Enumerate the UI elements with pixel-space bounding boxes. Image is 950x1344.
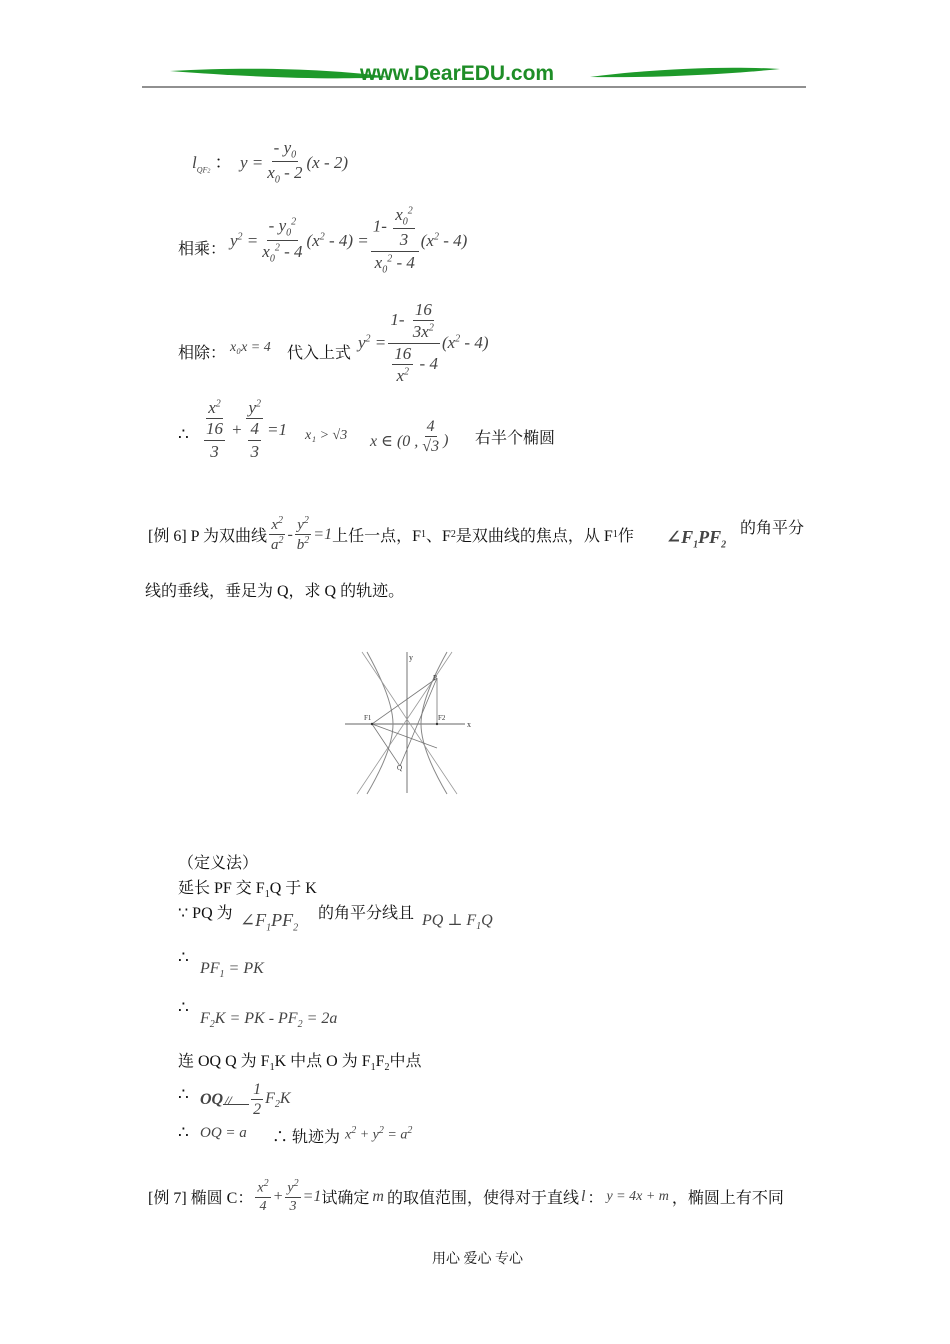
footer-text: 用心 爱心 专心 (432, 1252, 523, 1267)
locus-label: ∴ 轨迹为 (272, 1129, 341, 1146)
therefore-5: ∴ (178, 1123, 189, 1142)
connect-line: 连 OQ Q 为 $F_1K$ 中点 O 为 $F_1F_2$中点 (178, 1053, 422, 1074)
axis-y-label: y (409, 653, 413, 662)
example6-end: 的角平分 (740, 520, 805, 537)
formula-ellipse: $\frac{x^2}{\frac{16}{3}}$ + $\frac{y^2}{\frac{4}{3}}$ =1 (206, 398, 287, 461)
formula-multiply: $y^2$ = $\frac{- y_0^2}{x_0^2 - 4}$ $(x^2 - 4)$ = 1- $\frac{x_0^2}{3}$ $x_0^2 - 4$ $(x^2 - 4)$ (230, 205, 468, 276)
label-p: P (433, 674, 437, 682)
axis-x-label: x (467, 720, 471, 729)
because-line: ∵ PQ 为 (178, 905, 233, 922)
divide-text: 代入上式 (287, 345, 352, 362)
divide-condition: x₀x = 4 (230, 340, 271, 355)
divide-label: 相除： (178, 345, 227, 362)
formula-f2k: $F_2K$ = PK - $PF_2 = 2a$ (200, 1010, 338, 1031)
formula-divide: $y^2$ = 1- $\frac{16}{3x^2}$ $\frac{16}{x^2}$ - 4 $(x^2 - 4)$ (358, 300, 489, 386)
hyperbola-figure (345, 648, 475, 796)
angle-f1pf2-2: $\angle F_1PF_2$ (240, 910, 299, 934)
perp-condition: PQ ⊥ $F_1Q$ (422, 912, 493, 933)
multiply-label: 相乘： (178, 241, 227, 258)
extend-line: 延长 PF 交 $F_1Q$ 于 K (178, 880, 317, 901)
therefore-3: ∴ (178, 998, 189, 1017)
half-ellipse-text: 右半个椭圆 (475, 430, 556, 447)
label-f2: F2 (438, 714, 446, 722)
site-logo-text: www.DearEDU.com (360, 62, 555, 85)
example6-line1: [例 6] P 为双曲线 $\frac{x^2}{a^2}$ - $\frac{y^2}{b^2}$ =1 上任一点，F 1 、F 2 是双曲线的焦点，从 F 1 作 (148, 515, 634, 553)
angle-f1pf2: $\angle F_1PF_2$ (666, 527, 727, 551)
condition-x-range: x ∈ (0 , $\frac{4}{√3}$ ) (370, 418, 449, 456)
formula-lqf2: y = $\frac{- y_0}{x_0 - 2}$ (x - 2) (240, 138, 349, 186)
formula-pf1-pk: $PF_1$ = PK (200, 960, 264, 981)
therefore-4: ∴ (178, 1085, 189, 1104)
example6-line2: 线的垂线，垂足为 Q，求 Q 的轨迹。 (145, 583, 405, 600)
condition-x1: x₁ > √3 (305, 428, 348, 443)
example7-line: [例 7] 椭圆 C： $\frac{x^2}{4}$ + $\frac{y^2}{3}$ =1 试确定 m 的取值范围，使得对于直线 l ： y = 4x + m ，椭圆上有不同 (148, 1178, 784, 1215)
formula-locus: $x^2 + y^2 = a^2$ (345, 1125, 413, 1143)
therefore-2: ∴ (178, 948, 189, 967)
label-q: Q (397, 764, 403, 772)
therefore-symbol: ∴ (178, 425, 189, 444)
because-text: 的角平分线且 (318, 905, 415, 922)
formula-oq-a: OQ = a (200, 1125, 247, 1141)
method-label: （定义法） (178, 855, 259, 872)
line-lqf2: $l_{QF2}$ ： (192, 153, 232, 175)
label-f1: F1 (364, 714, 372, 722)
formula-oq-parallel: OQ // $\frac{1}{2}$ $F_2K$ (200, 1081, 291, 1119)
